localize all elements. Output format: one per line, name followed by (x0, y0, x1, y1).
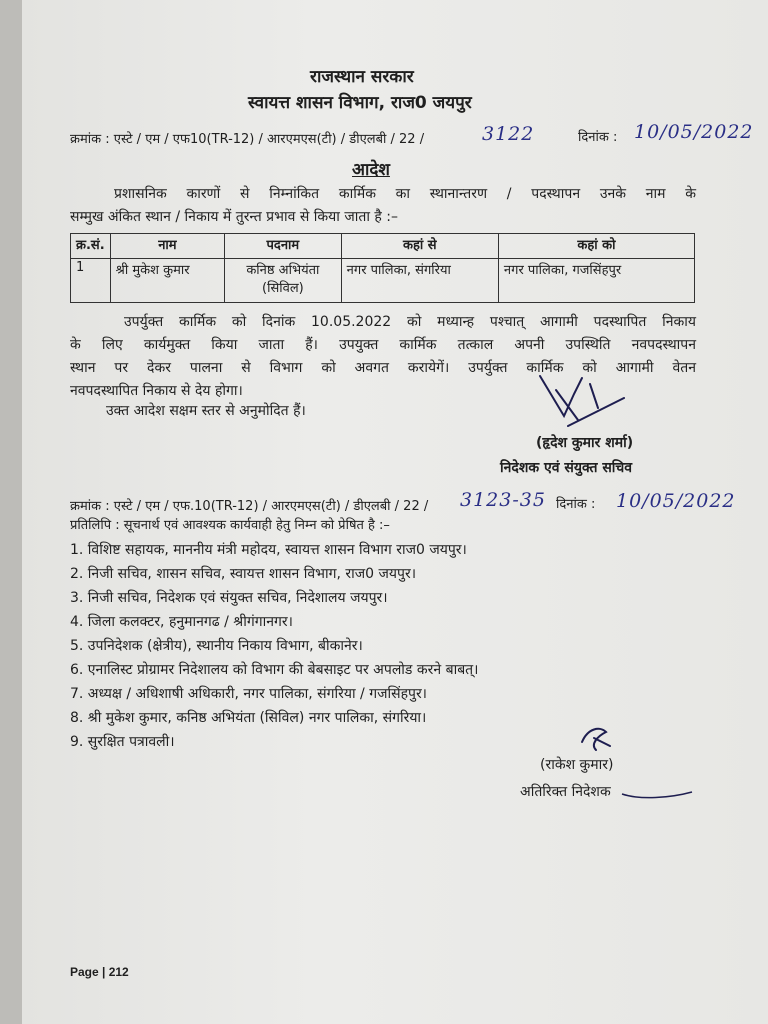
transfer-table (70, 233, 695, 303)
list-item: 1. विशिष्ट सहायक, माननीय मंत्री महोदय, स्वायत्त शासन विभाग राज0 जयपुर। (70, 542, 467, 558)
signatory-2-name: (राकेश कुमार) (540, 757, 614, 773)
date-handwritten: 10/05/2022 (634, 121, 754, 143)
copy-to-line: प्रतिलिपि : सूचनार्थ एवं आवश्यक कार्यवाही हेतु निम्न को प्रेषित है :– (70, 518, 390, 533)
header-government: राजस्थान सरकार (310, 67, 414, 87)
body-line-2: के लिए कार्यमुक्त किया जाता हैं। उपयुक्त कार्मिक तत्काल अपनी उपस्थिति नवपदस्थापन (70, 337, 696, 353)
list-item: 6. एनालिस्ट प्रोग्रामर निदेशालय को विभाग की बेबसाइट पर अपलोड करने बाबत्। (70, 662, 479, 678)
signatory-1-name: (हृदेश कुमार शर्मा) (536, 435, 634, 451)
cell-name: श्री मुकेश कुमार (110, 259, 224, 303)
cell-designation: कनिष्ठ अभियंता (सिविल) (225, 259, 342, 303)
date-label: दिनांक : (578, 130, 618, 145)
signature-1-mark (528, 368, 638, 440)
cell-from: नगर पालिका, संगरिया (341, 259, 498, 303)
body-line-3: स्थान पर देकर पालना से विभाग को अवगत करायेगें। उपर्युक्त कार्मिक को आगामी वेतन (70, 360, 696, 376)
table-header-row (71, 234, 695, 259)
col-header-serial: क्र.सं. (71, 234, 111, 259)
intro-line-2: सम्मुख अंकित स्थान / निकाय में तुरन्त प्रभाव से किया जाता है :– (70, 209, 398, 225)
intro-line-1: प्रशासनिक कारणों से निम्नांकित कार्मिक का स्थानान्तरण / पदस्थापन उनके नाम के (114, 186, 696, 202)
list-item: 5. उपनिदेशक (क्षेत्रीय), स्थानीय निकाय विभाग, बीकानेर। (70, 638, 363, 654)
ref-number-prefix: क्रमांक : एस्टे / एम / एफ10(TR-12) / आरएमएस(टी) / डीएलबी / 22 / (70, 132, 425, 147)
signatory-2-designation: अतिरिक्त निदेशक (520, 784, 611, 800)
ref2-number-prefix: क्रमांक : एस्टे / एम / एफ.10(TR-12) / आरएमएस(टी) / डीएलबी / 22 / (70, 499, 429, 514)
body-line-1: उपर्युक्त कार्मिक को दिनांक 10.05.2022 को मध्यान्ह पश्चात् आगामी पदस्थापित निकाय (124, 314, 696, 330)
body-line-4: नवपदस्थापित निकाय से देय होगा। (70, 383, 243, 399)
col-header-designation: पदनाम (225, 234, 342, 259)
table-row (71, 259, 695, 303)
ref2-date-handwritten: 10/05/2022 (616, 490, 736, 512)
ref2-date-label: दिनांक : (556, 497, 596, 512)
signature-2-flourish (620, 786, 696, 800)
list-item: 3. निजी सचिव, निदेशक एवं संयुक्त सचिव, निदेशालय जयपुर। (70, 590, 388, 606)
ref-number-handwritten: 3122 (482, 123, 535, 145)
header-department: स्वायत्त शासन विभाग, राज0 जयपुर (248, 93, 472, 113)
list-item: 7. अध्यक्ष / अधिशाषी अधिकारी, नगर पालिका, संगरिया / गजसिंहपुर। (70, 686, 427, 702)
ref2-number-handwritten: 3123-35 (460, 489, 546, 511)
list-item: 8. श्री मुकेश कुमार, कनिष्ठ अभियंता (सिविल) नगर पालिका, संगरिया। (70, 710, 427, 726)
order-title: आदेश (352, 160, 390, 180)
signature-2-mark (576, 722, 616, 754)
page-number: Page | 212 (70, 965, 129, 979)
list-item: 2. निजी सचिव, शासन सचिव, स्वायत्त शासन विभाग, राज0 जयपुर। (70, 566, 417, 582)
list-item: 9. सुरक्षित पत्रावली। (70, 734, 175, 750)
list-item: 4. जिला कलक्टर, हनुमानगढ / श्रीगंगानगर। (70, 614, 293, 630)
signatory-1-designation: निदेशक एवं संयुक्त सचिव (500, 460, 633, 476)
col-header-from: कहां से (341, 234, 498, 259)
cell-to: नगर पालिका, गजसिंहपुर (498, 259, 694, 303)
col-header-to: कहां को (498, 234, 694, 259)
body-line-5: उक्त आदेश सक्षम स्तर से अनुमोदित हैं। (106, 403, 306, 419)
col-header-name: नाम (110, 234, 224, 259)
cell-serial: 1 (71, 259, 111, 303)
